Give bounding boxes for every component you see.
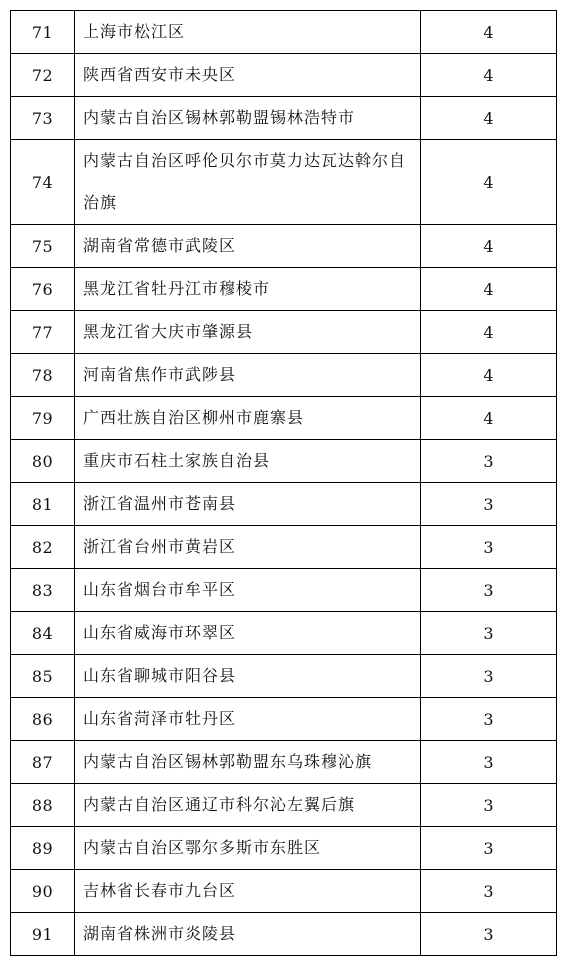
region-count: 4: [421, 11, 557, 54]
table-row: [11, 11, 557, 54]
region-name: 内蒙古自治区锡林郭勒盟锡林浩特市: [75, 97, 421, 140]
row-number: 72: [11, 54, 75, 97]
region-count: 3: [421, 741, 557, 784]
table-row: [11, 784, 557, 827]
region-count: 3: [421, 483, 557, 526]
table-row: [11, 311, 557, 354]
table-row: [11, 225, 557, 268]
region-count: 3: [421, 698, 557, 741]
row-number: 71: [11, 11, 75, 54]
row-number: 77: [11, 311, 75, 354]
region-name: 山东省菏泽市牡丹区: [75, 698, 421, 741]
row-number: 87: [11, 741, 75, 784]
region-name: 黑龙江省牡丹江市穆棱市: [75, 268, 421, 311]
row-number: 73: [11, 97, 75, 140]
region-count: 4: [421, 140, 557, 225]
table-row: [11, 97, 557, 140]
row-number: 85: [11, 655, 75, 698]
row-number: 83: [11, 569, 75, 612]
region-count: 3: [421, 913, 557, 956]
region-count: 4: [421, 97, 557, 140]
region-name: 内蒙古自治区锡林郭勒盟东乌珠穆沁旗: [75, 741, 421, 784]
region-name: 山东省烟台市牟平区: [75, 569, 421, 612]
region-count: 4: [421, 268, 557, 311]
table-body: [11, 11, 557, 956]
region-name: 陕西省西安市未央区: [75, 54, 421, 97]
region-count: 3: [421, 827, 557, 870]
region-count: 3: [421, 784, 557, 827]
region-count: 4: [421, 225, 557, 268]
row-number: 86: [11, 698, 75, 741]
region-count: 3: [421, 526, 557, 569]
row-number: 89: [11, 827, 75, 870]
row-number: 76: [11, 268, 75, 311]
table-row: [11, 870, 557, 913]
region-name: 山东省威海市环翠区: [75, 612, 421, 655]
table-row: [11, 140, 557, 225]
region-count-table: [10, 10, 557, 956]
table-row: [11, 483, 557, 526]
region-count: 3: [421, 569, 557, 612]
row-number: 82: [11, 526, 75, 569]
row-number: 80: [11, 440, 75, 483]
region-name: 浙江省温州市苍南县: [75, 483, 421, 526]
table-row: [11, 440, 557, 483]
table-row: [11, 354, 557, 397]
region-name: 内蒙古自治区鄂尔多斯市东胜区: [75, 827, 421, 870]
table-row: [11, 698, 557, 741]
region-name: 广西壮族自治区柳州市鹿寨县: [75, 397, 421, 440]
region-name: 重庆市石柱土家族自治县: [75, 440, 421, 483]
region-count: 3: [421, 440, 557, 483]
row-number: 79: [11, 397, 75, 440]
row-number: 75: [11, 225, 75, 268]
region-count: 4: [421, 54, 557, 97]
region-name: 湖南省常德市武陵区: [75, 225, 421, 268]
row-number: 78: [11, 354, 75, 397]
region-name: 湖南省株洲市炎陵县: [75, 913, 421, 956]
table-row: [11, 827, 557, 870]
region-count: 4: [421, 354, 557, 397]
row-number: 88: [11, 784, 75, 827]
row-number: 84: [11, 612, 75, 655]
region-count: 3: [421, 655, 557, 698]
table-row: [11, 569, 557, 612]
table-row: [11, 397, 557, 440]
table-row: [11, 526, 557, 569]
table-row: [11, 612, 557, 655]
region-name: 浙江省台州市黄岩区: [75, 526, 421, 569]
table-row: [11, 54, 557, 97]
region-count: 3: [421, 612, 557, 655]
region-name: 吉林省长春市九台区: [75, 870, 421, 913]
table-row: [11, 655, 557, 698]
table-row: [11, 741, 557, 784]
row-number: 81: [11, 483, 75, 526]
region-name: 河南省焦作市武陟县: [75, 354, 421, 397]
row-number: 74: [11, 140, 75, 225]
region-name: 内蒙古自治区呼伦贝尔市莫力达瓦达斡尔自治旗: [75, 140, 421, 225]
region-count: 4: [421, 397, 557, 440]
region-name: 黑龙江省大庆市肇源县: [75, 311, 421, 354]
region-name: 内蒙古自治区通辽市科尔沁左翼后旗: [75, 784, 421, 827]
region-name: 上海市松江区: [75, 11, 421, 54]
region-name: 山东省聊城市阳谷县: [75, 655, 421, 698]
row-number: 91: [11, 913, 75, 956]
row-number: 90: [11, 870, 75, 913]
table-row: [11, 268, 557, 311]
region-count: 3: [421, 870, 557, 913]
region-count: 4: [421, 311, 557, 354]
table-row: [11, 913, 557, 956]
